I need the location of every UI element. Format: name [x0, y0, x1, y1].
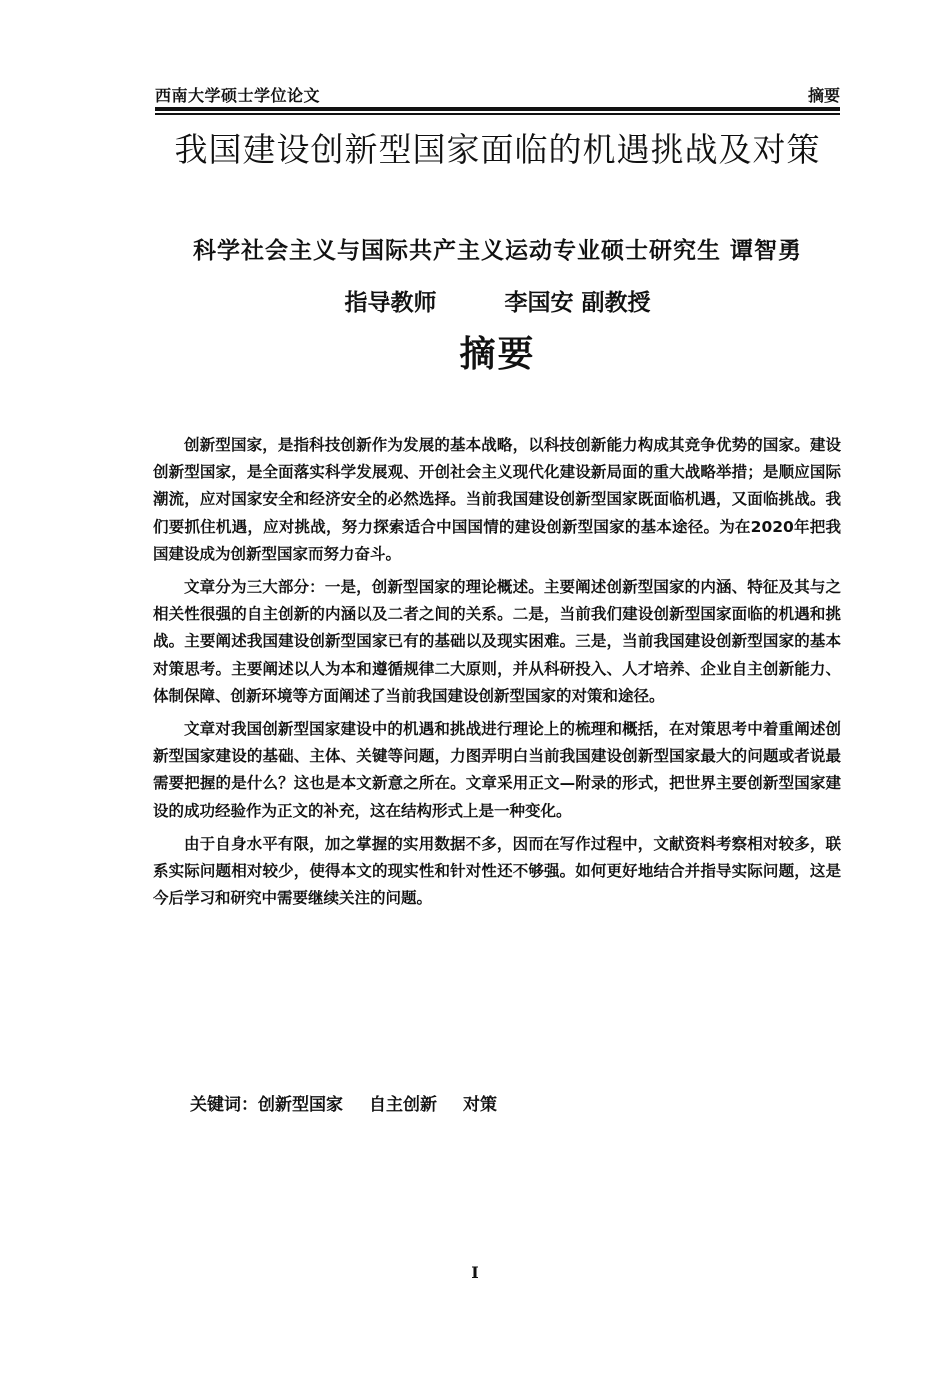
advisor-name: 李国安 副教授 [504, 289, 651, 316]
abstract-paragraph-3: 文章对我国创新型国家建设中的机遇和挑战进行理论上的梳理和概括，在对策思考中着重阐述创新型国家建设的基础、主体、关键等问题，力图弄明白当前我国建设创新型国家最大的问题或者说最需要把握的是什么？这也是本文新意之所在。文章采用正文—附录的形式，把世界主要创新型国家建设的成功经验作为正文的补充，这在结构形式上是一种变化。 [153, 720, 841, 820]
page-number: I [471, 1263, 479, 1282]
abstract-paragraph-2: 文章分为三大部分：一是，创新型国家的理论概述。主要阐述创新型国家的内涵、特征及其与之相关性很强的自主创新的内涵以及二者之间的关系。二是，当前我们建设创新型国家面临的机遇和挑战。主要阐述我国建设创新型国家已有的基础以及现实困难。三是，当前我国建设创新型国家的基本对策思考。主要阐述以人为本和遵循规律二大原则，并从科研投入、人才培养、企业自主创新能力、体制保障、创新环境等方面阐述了当前我国建设创新型国家的对策和途径。 [153, 578, 841, 705]
keywords-line [190, 1090, 497, 1115]
abstract-paragraph-1: 创新型国家，是指科技创新作为发展的基本战略，以科技创新能力构成其竞争优势的国家。建设创新型国家，是全面落实科学发展观、开创社会主义现代化建设新局面的重大战略举措；是顺应国际潮流，应对国家安全和经济安全的必然选择。当前我国建设创新型国家既面临机遇，又面临挑战。我们要抓住机遇，应对挑战，努力探索适合中国国情的建设创新型国家的基本途径。为在2020年把我国建设成为创新型国家而努力奋斗。 [153, 436, 841, 563]
running-header [155, 83, 840, 109]
running-header-section: 摘要 [807, 86, 840, 105]
keyword-item: 对策 [463, 1095, 497, 1115]
abstract-body [153, 432, 841, 918]
running-header-university: 西南大学硕士学位论文 [155, 86, 321, 105]
header-rule-thin [155, 113, 840, 115]
keyword-item: 创新型国家 [258, 1095, 343, 1115]
header-rule-thick [155, 107, 840, 111]
author-line: 科学社会主义与国际共产主义运动专业硕士研究生 谭智勇 [192, 237, 802, 264]
abstract-paragraph-4: 由于自身水平有限，加之掌握的实用数据不多，因而在写作过程中，文献资料考察相对较多，联系实际问题相对较少，使得本文的现实性和针对性还不够强。如何更好地结合并指导实际问题，这是今后学习和研究中需要继续关注的问题。 [153, 834, 841, 908]
keywords-label: 关键词： [190, 1095, 258, 1115]
keyword-item: 自主创新 [369, 1095, 437, 1115]
advisor-label: 指导教师 [344, 289, 437, 316]
abstract-heading: 摘要 [459, 333, 536, 375]
advisor-line [155, 284, 840, 317]
thesis-title: 我国建设创新型国家面临的机遇挑战及对策 [174, 130, 821, 169]
